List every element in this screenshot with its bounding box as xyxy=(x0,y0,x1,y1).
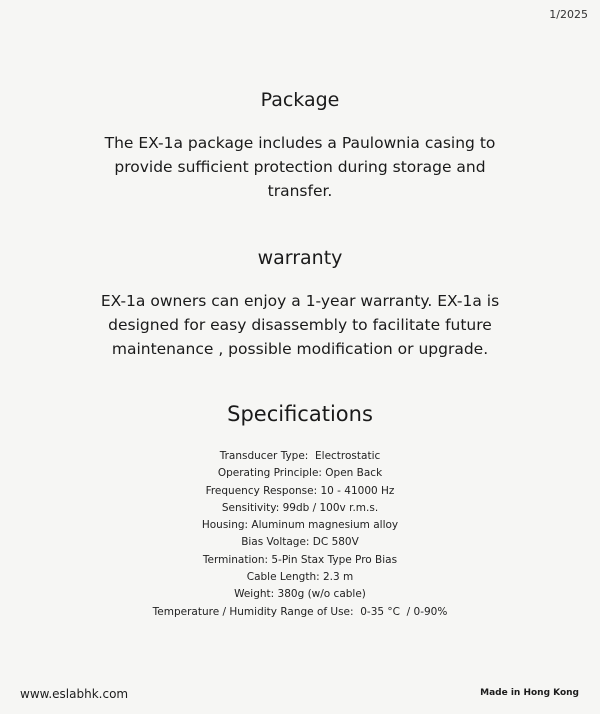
spec-item: Transducer Type: Electrostatic xyxy=(219,450,381,462)
warranty-line: EX-1a owners can enjoy a 1-year warranty. EX-1a is xyxy=(100,292,500,310)
spec-item: Cable Length: 2.3 m xyxy=(246,571,354,584)
spec-item: Termination: 5-Pin Stax Type Pro Bias xyxy=(202,553,398,566)
spec-item: Weight: 380g (w/o cable) xyxy=(234,588,366,601)
package-line: transfer. xyxy=(267,182,333,200)
spec-item: Sensitivity: 99db / 100v r.m.s. xyxy=(221,501,379,514)
package-line: The EX-1a package includes a Paulownia casing to xyxy=(104,134,496,152)
warranty-heading: warranty xyxy=(257,247,343,269)
specifications-list xyxy=(0,448,600,621)
spec-item: Temperature / Humidity Range of Use: 0-35 °C / 0-90% xyxy=(152,605,448,618)
website-link[interactable]: www.eslabhk.com xyxy=(20,687,129,701)
specifications-heading: Specifications xyxy=(227,402,373,426)
spec-item: Operating Principle: Open Back xyxy=(217,467,383,480)
warranty-description xyxy=(50,289,550,361)
spec-item: Frequency Response: 10 - 41000 Hz xyxy=(205,484,395,497)
spec-item: Housing: Aluminum magnesium alloy xyxy=(201,519,399,532)
warranty-line: maintenance , possible modification or upgrade. xyxy=(111,340,489,358)
package-description xyxy=(50,131,550,203)
warranty-line: designed for easy disassembly to facilitate future xyxy=(108,316,492,334)
origin-label: Made in Hong Kong xyxy=(480,688,579,698)
package-heading: Package xyxy=(260,89,340,111)
spec-item: Bias Voltage: DC 580V xyxy=(241,536,359,549)
package-line: provide sufficient protection during storage and xyxy=(114,158,486,176)
page-date: 1/2025 xyxy=(549,8,588,21)
